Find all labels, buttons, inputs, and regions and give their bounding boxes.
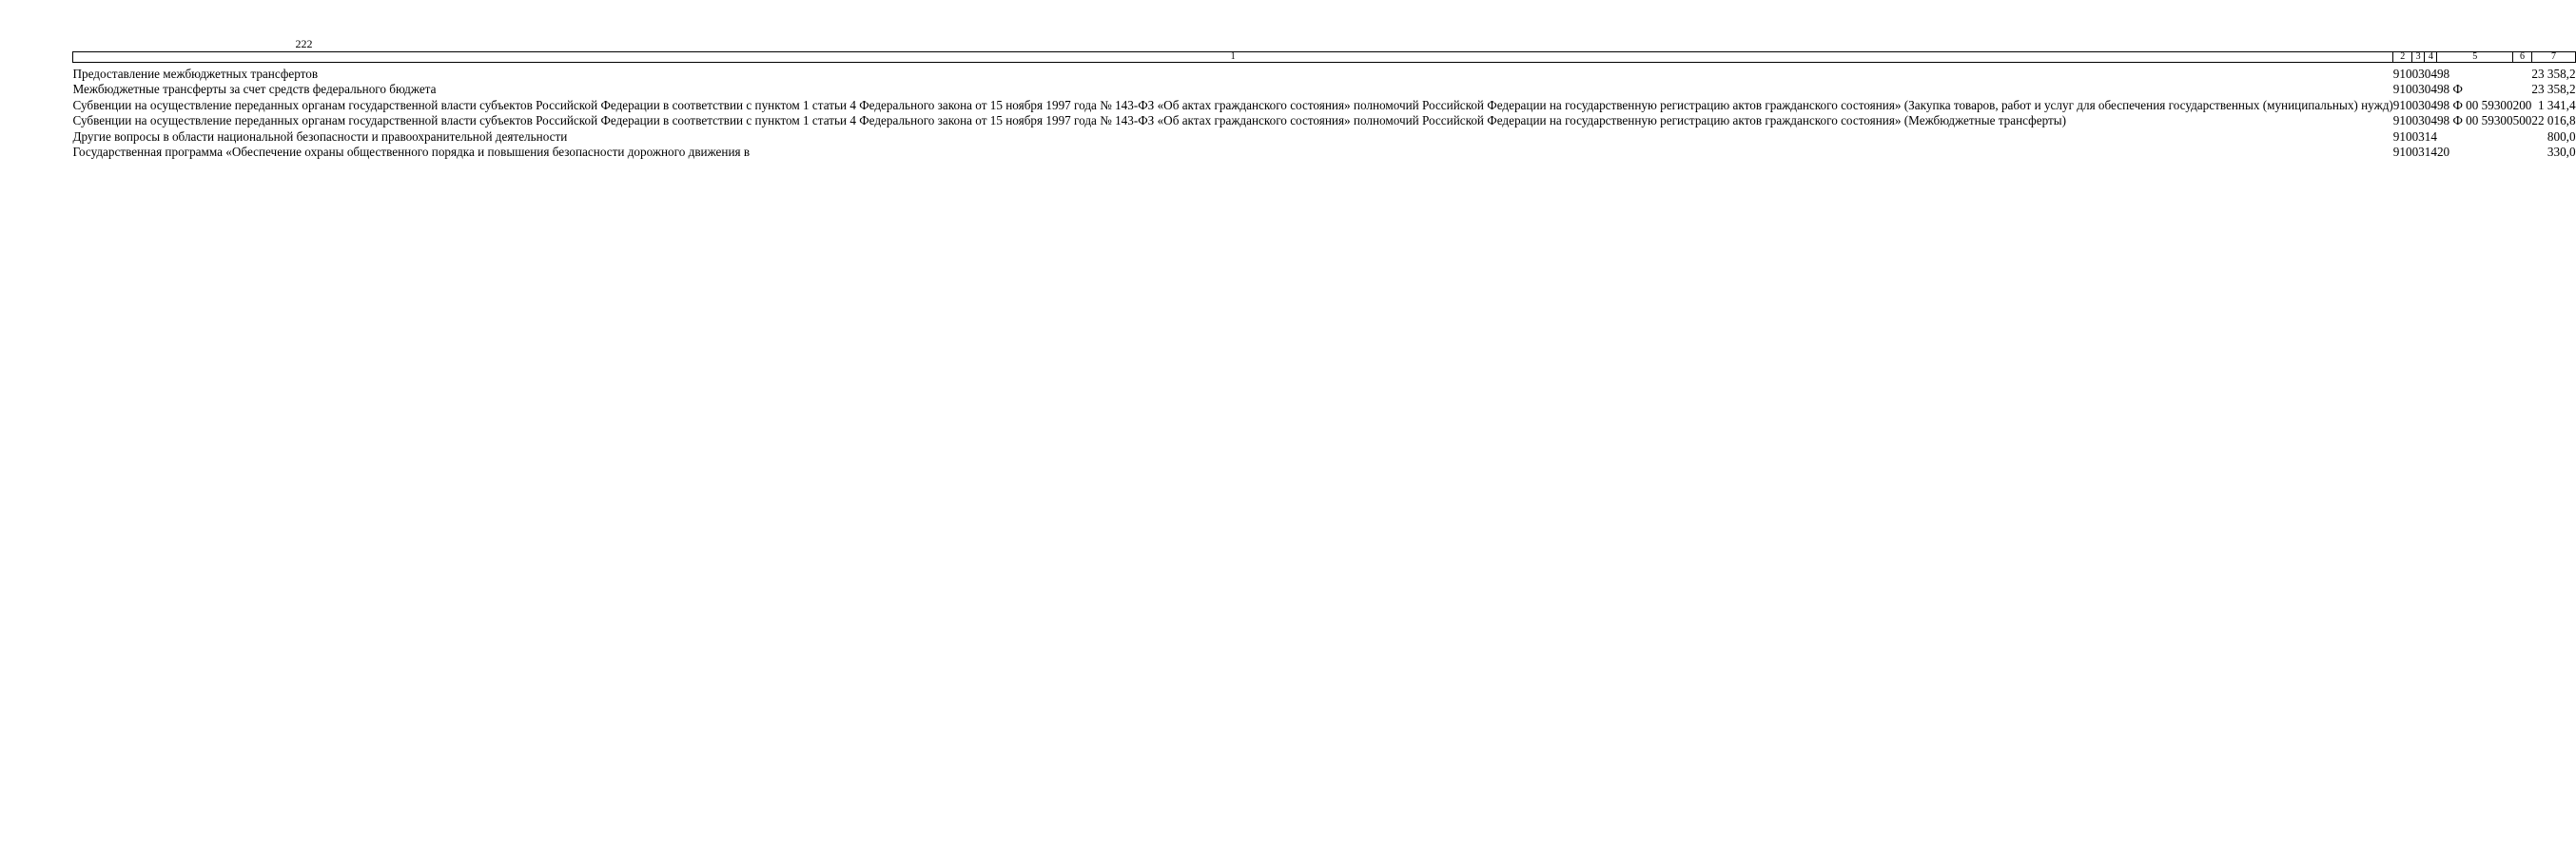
row-ministry-code: 910 xyxy=(2392,97,2412,112)
row-amount: 23 358,2 xyxy=(2531,67,2576,81)
row-target-article: 98 xyxy=(2436,67,2450,81)
table-row xyxy=(73,129,2576,145)
row-name: Предоставление межбюджетных трансфертов xyxy=(72,67,319,81)
column-header-2: 2 xyxy=(2393,52,2412,63)
row-expense-type xyxy=(2513,129,2532,145)
row-target-article: 98 Ф 00 59300 xyxy=(2436,113,2513,128)
table-row xyxy=(73,98,2576,113)
column-header-1: 1 xyxy=(73,52,2393,63)
table-row xyxy=(73,145,2576,160)
budget-table xyxy=(72,51,2576,160)
row-amount: 22 016,8 xyxy=(2531,113,2576,128)
column-header-5: 5 xyxy=(2437,52,2513,63)
row-amount: 1 341,4 xyxy=(2537,97,2576,112)
row-target-article: 20 xyxy=(2436,145,2450,160)
row-amount: 23 358,2 xyxy=(2531,82,2576,97)
row-expense-type xyxy=(2513,82,2532,97)
row-subsection-code: 04 xyxy=(2424,97,2437,112)
row-section-code: 03 xyxy=(2411,97,2425,112)
column-header-3: 3 xyxy=(2412,52,2425,63)
row-target-article: 98 Ф xyxy=(2436,82,2463,97)
row-name: Межбюджетные трансферты за счет средств федерального бюджета xyxy=(72,82,437,97)
row-target-article xyxy=(2437,129,2513,145)
row-subsection-code: 14 xyxy=(2424,145,2437,160)
row-subsection-code: 14 xyxy=(2424,128,2437,144)
row-name: Другие вопросы в области национальной безопасности и правоохранительной деятельности xyxy=(72,128,568,144)
row-section-code: 03 xyxy=(2411,113,2425,128)
page-number: 222 xyxy=(295,37,313,50)
row-amount: 800,0 xyxy=(2547,128,2576,144)
row-ministry-code: 910 xyxy=(2392,128,2412,144)
row-target-article: 98 Ф 00 59300 xyxy=(2436,97,2513,112)
row-ministry-code: 910 xyxy=(2392,82,2412,97)
row-section-code: 03 xyxy=(2411,82,2425,97)
row-subsection-code: 04 xyxy=(2424,113,2437,128)
column-header-7: 7 xyxy=(2531,52,2575,63)
row-amount: 330,0 xyxy=(2547,145,2576,160)
row-ministry-code: 910 xyxy=(2392,67,2412,81)
row-expense-type xyxy=(2513,67,2532,82)
row-section-code: 03 xyxy=(2411,67,2425,81)
row-section-code: 03 xyxy=(2411,145,2425,160)
table-row xyxy=(73,82,2576,97)
row-expense-type xyxy=(2513,145,2532,160)
column-header-6: 6 xyxy=(2513,52,2532,63)
table-row xyxy=(73,113,2576,128)
row-expense-type: 500 xyxy=(2512,113,2532,128)
row-subsection-code: 04 xyxy=(2424,67,2437,81)
row-expense-type: 200 xyxy=(2512,97,2532,112)
row-subsection-code: 04 xyxy=(2424,82,2437,97)
table-header-row xyxy=(73,52,2576,63)
row-name: Субвенции на осуществление переданных органам государственной власти субъектов Российской Федерации в соответствии с пунктом 1 статьи 4 Федерального закона от 15 ноября 1997 года № 143-ФЗ «Об актах гражданского состояния» полномочий Российской Федерации на государственную регистрацию актов гражданского состояния» (Закупка товаров, работ и услуг для обеспечения государственных (муниципальных) нужд) xyxy=(72,97,2393,112)
row-name: Государственная программа «Обеспечение охраны общественного порядка и повышения безопасности дорожного движения в xyxy=(72,145,751,160)
column-header-4: 4 xyxy=(2425,52,2437,63)
row-section-code: 03 xyxy=(2411,128,2425,144)
row-ministry-code: 910 xyxy=(2392,145,2412,160)
row-ministry-code: 910 xyxy=(2392,113,2412,128)
table-row xyxy=(73,67,2576,82)
row-name: Субвенции на осуществление переданных органам государственной власти субъектов Российской Федерации в соответствии с пунктом 1 статьи 4 Федерального закона от 15 ноября 1997 года № 143-ФЗ «Об актах гражданского состояния» полномочий Российской Федерации на государственную регистрацию актов гражданского состояния» (Межбюджетные трансферты) xyxy=(72,113,2067,128)
